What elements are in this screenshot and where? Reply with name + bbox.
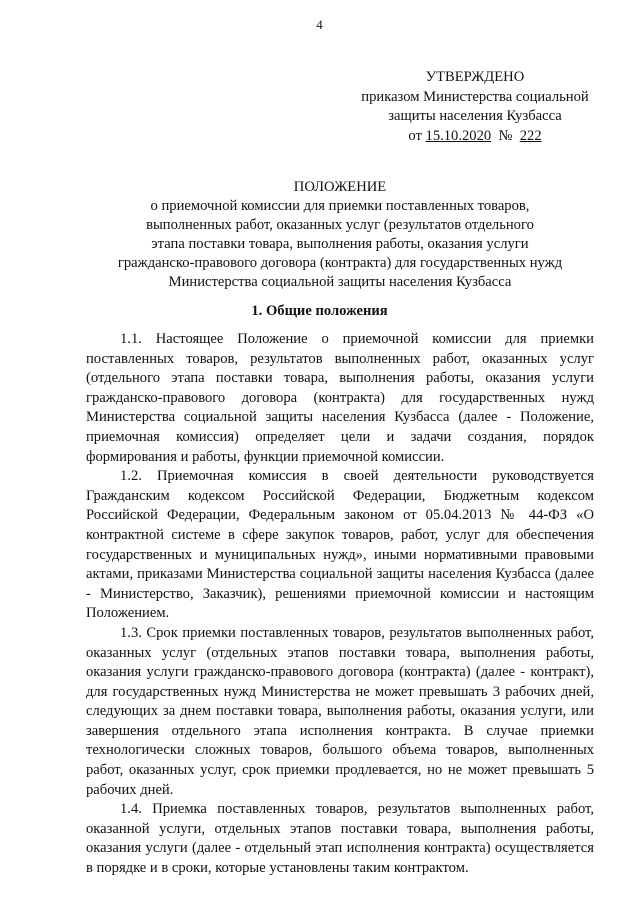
approval-line-1: приказом Министерства социальной [361,88,589,105]
number-sign: № [498,127,513,144]
paragraph-1-1: 1.1. Настоящее Положение о приемочной комиссии для приемки поставленных товаров, результатов выполненных работ, оказанных услуг (отдельного этапа поставки товара, выполнения работы, оказания услуги гражданско-правового договора (контракта) для государственных нужд Министерства социальной защиты населения Кузбасса (далее - Положение, приемочная комиссия) определяет цели и задачи создания, порядок формирования и работы, функции приемочной комиссии. [86,331,594,465]
title-line: о приемочной комиссии для приемки поставленных товаров, [150,198,530,214]
title-line: выполненных работ, оказанных услуг (результатов отдельного [146,217,534,233]
page-number: 4 [316,17,323,32]
paragraph-1-4: 1.4. Приемка поставленных товаров, результатов выполненных работ, оказанной услуги, отдельных этапов поставки товара, выполнения работы, оказания услуги (далее - отдельный этап исполнения контракта) осуществляется в порядке и в сроки, которые установлены таким контрактом. [86,801,594,877]
document-title [80,178,600,292]
paragraph-1-3: 1.3. Срок приемки поставленных товаров, результатов выполненных работ, оказанных услуг (отдельных этапов поставки товара, выполнения работы, оказания услуги гражданско-правового договора (контракта) (далее - контракт), для государственных нужд Министерства не может превышать 3 рабочих дней, следующих за днем поставки товара, выполнения работы, оказания услуги, или завершения отдельного этапа исполнения контракта. В случае приемки технологически сложных товаров, большого объема товаров, выполненных работ, оказанных услуг, срок приемки продлевается, но не может превышать 5 рабочих дней. [86,624,594,798]
title-line: этапа поставки товара, выполнения работы, оказания услуги [151,236,529,252]
title-line: гражданско-правового договора (контракта) для государственных нужд [117,255,563,271]
title-line: Министерства социальной защиты населения Кузбасса [168,274,512,290]
paragraph-1-2: 1.2. Приемочная комиссия в своей деятельности руководствуется Гражданским кодексом Российской Федерации, Бюджетным кодексом Российской Федерации, Федеральным законом от 05.04.2013 № 44-ФЗ «О контрактной системе в сфере закупок товаров, работ, услуг для обеспечения государственных и муниципальных нужд», иными нормативными правовыми актами, приказами Министерства социальной защиты населения Кузбасса (далее - Министерство, Заказчик), решениями приемочной комиссии и настоящим Положением. [86,468,594,622]
title-heading: ПОЛОЖЕНИЕ [293,179,387,195]
approval-date-line [340,127,610,147]
approval-stamp [340,68,610,146]
date-prefix: от [408,127,422,144]
approval-line-2: защиты населения Кузбасса [388,108,562,124]
approval-number: 222 [519,127,542,144]
section-body [86,330,594,879]
section-heading: 1. Общие положения [251,303,388,319]
approval-date: 15.10.2020 [425,127,492,144]
approval-heading: УТВЕРЖДЕНО [425,69,525,85]
